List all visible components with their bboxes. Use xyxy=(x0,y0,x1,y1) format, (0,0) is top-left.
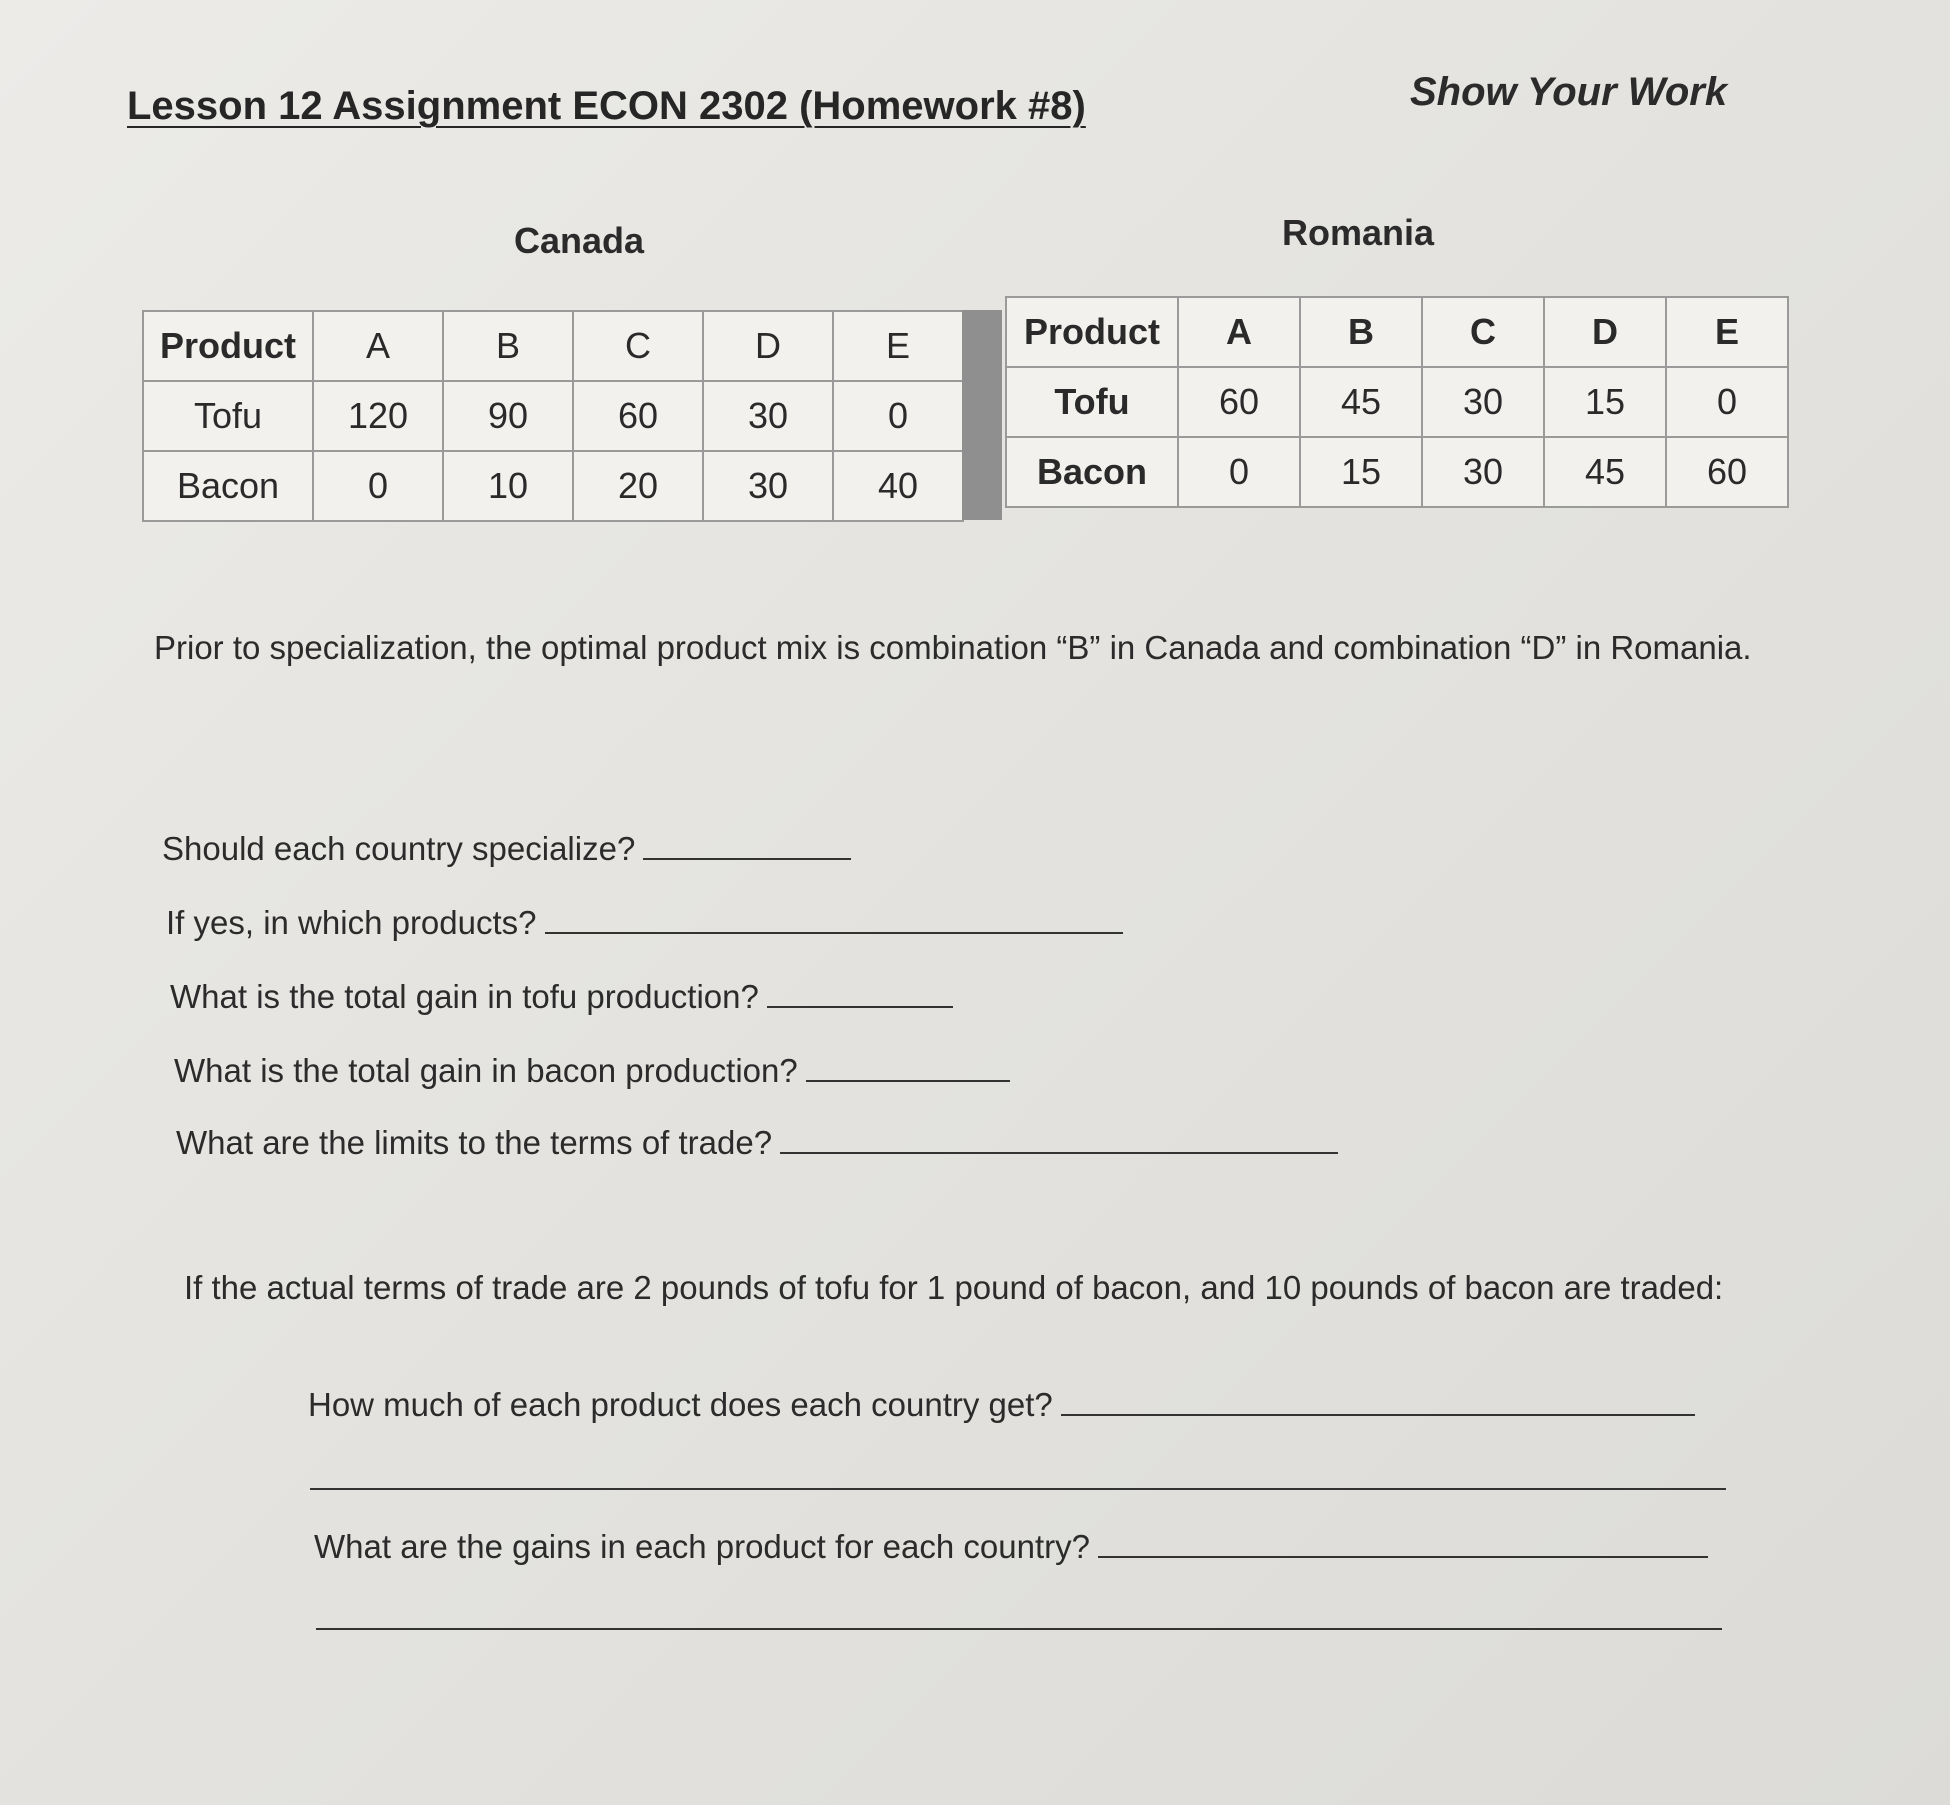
table-cell: 30 xyxy=(1422,437,1544,507)
romania-label: Romania xyxy=(1282,212,1435,253)
answer-line[interactable] xyxy=(316,1628,1722,1630)
table-cell: 0 xyxy=(1178,437,1300,507)
answer-blank[interactable] xyxy=(1061,1384,1695,1416)
table-cell: 10 xyxy=(443,451,573,521)
header-cell: C xyxy=(1422,297,1544,367)
answer-blank[interactable] xyxy=(1098,1526,1708,1558)
trade-scenario-paragraph: If the actual terms of trade are 2 pounds of tofu for 1 pound of bacon, and 10 pounds of bacon are traded: xyxy=(184,1269,1724,1306)
answer-blank[interactable] xyxy=(780,1122,1338,1154)
table-cell: 60 xyxy=(1666,437,1788,507)
table-cell: 15 xyxy=(1544,367,1666,437)
table-cell: 20 xyxy=(573,451,703,521)
answer-blank[interactable] xyxy=(767,976,953,1008)
answer-line[interactable] xyxy=(310,1488,1726,1490)
header-cell: Product xyxy=(1006,297,1178,367)
question-text: What is the total gain in tofu production? xyxy=(170,978,759,1015)
canada-label: Canada xyxy=(514,220,645,261)
row-label: Tofu xyxy=(1006,367,1178,437)
table-divider xyxy=(962,310,1002,520)
table-cell: 45 xyxy=(1544,437,1666,507)
show-your-work-note: Show Your Work xyxy=(1410,70,1728,114)
table-header-row xyxy=(143,311,963,381)
question-text: What are the gains in each product for each country? xyxy=(314,1528,1090,1565)
table-row xyxy=(143,451,963,521)
question-text: What are the limits to the terms of trade? xyxy=(176,1124,773,1161)
table-cell: 0 xyxy=(313,451,443,521)
question-bacon-gain xyxy=(174,1050,1010,1090)
assignment-title: Lesson 12 Assignment ECON 2302 (Homework #8) xyxy=(127,84,1086,128)
header-cell: E xyxy=(833,311,963,381)
table-cell: 120 xyxy=(313,381,443,451)
table-cell: 90 xyxy=(443,381,573,451)
header-cell: Product xyxy=(143,311,313,381)
header-cell: B xyxy=(1300,297,1422,367)
canada-production-table xyxy=(142,310,964,522)
question-which-products xyxy=(166,902,1123,942)
romania-production-table xyxy=(1005,296,1789,508)
question-product-amounts xyxy=(308,1384,1695,1424)
header-cell: B xyxy=(443,311,573,381)
table-cell: 0 xyxy=(833,381,963,451)
table-cell: 0 xyxy=(1666,367,1788,437)
table-header-row xyxy=(1006,297,1788,367)
header-cell: A xyxy=(1178,297,1300,367)
answer-blank[interactable] xyxy=(643,828,851,860)
question-text: Should each country specialize? xyxy=(162,830,636,867)
question-text: How much of each product does each country get? xyxy=(308,1386,1053,1423)
table-cell: 30 xyxy=(703,381,833,451)
question-specialize xyxy=(162,828,851,868)
table-row xyxy=(1006,367,1788,437)
table-row xyxy=(143,381,963,451)
table-row xyxy=(1006,437,1788,507)
header-cell: A xyxy=(313,311,443,381)
answer-blank[interactable] xyxy=(545,902,1123,934)
question-tofu-gain xyxy=(170,976,953,1016)
intro-paragraph: Prior to specialization, the optimal product mix is combination “B” in Canada and combination “D” in Romania. xyxy=(154,629,1752,666)
table-cell: 60 xyxy=(573,381,703,451)
row-label: Bacon xyxy=(1006,437,1178,507)
row-label: Tofu xyxy=(143,381,313,451)
answer-blank[interactable] xyxy=(806,1050,1010,1082)
table-cell: 45 xyxy=(1300,367,1422,437)
header-cell: D xyxy=(703,311,833,381)
table-cell: 60 xyxy=(1178,367,1300,437)
header-cell: E xyxy=(1666,297,1788,367)
table-cell: 30 xyxy=(1422,367,1544,437)
header-cell: C xyxy=(573,311,703,381)
table-cell: 30 xyxy=(703,451,833,521)
question-text: If yes, in which products? xyxy=(166,904,537,941)
question-text: What is the total gain in bacon production? xyxy=(174,1052,798,1089)
question-gains-each-country xyxy=(314,1526,1708,1566)
question-terms-limits xyxy=(176,1122,1338,1162)
row-label: Bacon xyxy=(143,451,313,521)
table-cell: 15 xyxy=(1300,437,1422,507)
table-cell: 40 xyxy=(833,451,963,521)
header-cell: D xyxy=(1544,297,1666,367)
